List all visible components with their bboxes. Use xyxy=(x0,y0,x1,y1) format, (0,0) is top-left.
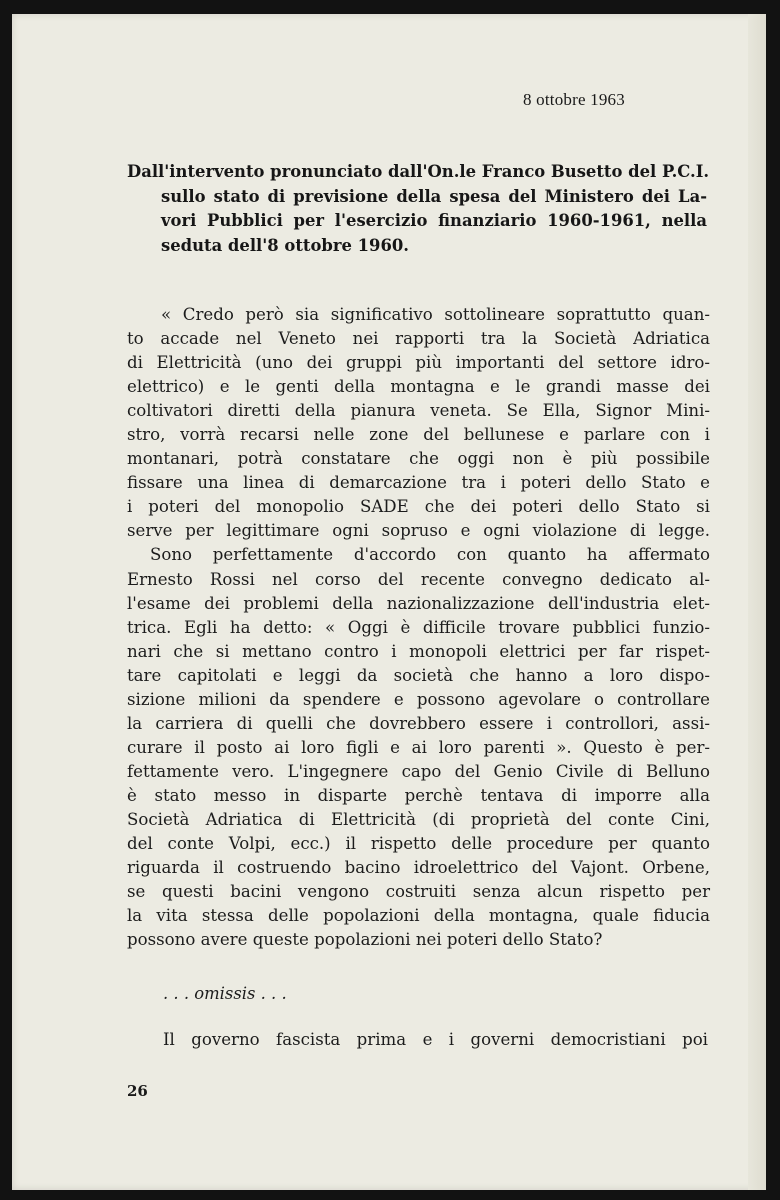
body-line: riguarda il costruendo bacino idroelettrico del Vajont. Orbene, xyxy=(127,858,710,878)
body-line: del conte Volpi, ecc.) il rispetto delle procedure per quanto xyxy=(127,834,710,854)
body-line: fettamente vero. L'ingegnere capo del Genio Civile di Belluno xyxy=(127,761,710,781)
body-line: Ernesto Rossi nel corso del recente convegno dedicato al- xyxy=(127,569,710,589)
omissis-marker: . . . omissis . . . xyxy=(163,984,287,1003)
body-line: la carriera di quelli che dovrebbero essere i controllori, assi- xyxy=(127,713,710,733)
body-line: se questi bacini vengono costruiti senza alcun rispetto per xyxy=(127,882,710,902)
body-line: di Elettricità (uno dei gruppi più importanti del settore idro- xyxy=(127,353,710,373)
body-text xyxy=(127,303,710,952)
body-line: curare il posto ai loro figli e ai loro parenti ». Questo è per- xyxy=(127,737,710,757)
page-number: 26 xyxy=(127,1082,148,1100)
body-line: possono avere queste popolazioni nei poteri dello Stato? xyxy=(127,930,603,950)
body-line: i poteri del monopolio SADE che dei poteri dello Stato si xyxy=(127,497,710,517)
body-line: è stato messo in disparte perchè tentava di imporre alla xyxy=(127,785,710,805)
closing-line: Il governo fascista prima e i governi democristiani poi xyxy=(163,1030,708,1049)
document-page xyxy=(12,14,766,1190)
body-line: l'esame dei problemi della nazionalizzazione dell'industria elet- xyxy=(127,593,710,613)
heading-line: sullo stato di previsione della spesa del Ministero dei La- xyxy=(161,186,707,206)
heading-line: Dall'intervento pronunciato dall'On.le Franco Busetto del P.C.I. xyxy=(127,162,710,181)
document-heading xyxy=(127,160,710,258)
heading-line: seduta dell'8 ottobre 1960. xyxy=(161,235,409,255)
body-line: la vita stessa delle popolazioni della montagna, quale fiducia xyxy=(127,906,710,926)
page-edge xyxy=(748,14,766,1190)
document-date: 8 ottobre 1963 xyxy=(523,90,625,109)
body-line: Sono perfettamente d'accordo con quanto ha affermato xyxy=(150,545,710,565)
body-line: Società Adriatica di Elettricità (di proprietà del conte Cini, xyxy=(127,809,710,829)
body-line: serve per legittimare ogni sopruso e ogni violazione di legge. xyxy=(127,521,710,541)
body-line: montanari, potrà constatare che oggi non è più possibile xyxy=(127,449,710,469)
body-line: to accade nel Veneto nei rapporti tra la Società Adriatica xyxy=(127,329,710,349)
body-line: elettrico) e le genti della montagna e le grandi masse dei xyxy=(127,377,710,397)
body-line: sizione milioni da spendere e possono agevolare o controllare xyxy=(127,689,710,709)
body-line: trica. Egli ha detto: « Oggi è difficile trovare pubblici funzio- xyxy=(127,617,710,637)
body-line: nari che si mettano contro i monopoli elettrici per far rispet- xyxy=(127,641,710,661)
body-line: coltivatori diretti della pianura veneta. Se Ella, Signor Mini- xyxy=(127,401,710,421)
heading-line: vori Pubblici per l'esercizio finanziario 1960-1961, nella xyxy=(161,211,707,230)
body-line: fissare una linea di demarcazione tra i poteri dello Stato e xyxy=(127,473,710,493)
body-line: « Credo però sia significativo sottolineare soprattutto quan- xyxy=(161,305,710,324)
body-line: stro, vorrà recarsi nelle zone del bellunese e parlare con i xyxy=(127,425,710,445)
body-line: tare capitolati e leggi da società che hanno a loro dispo- xyxy=(127,665,710,685)
